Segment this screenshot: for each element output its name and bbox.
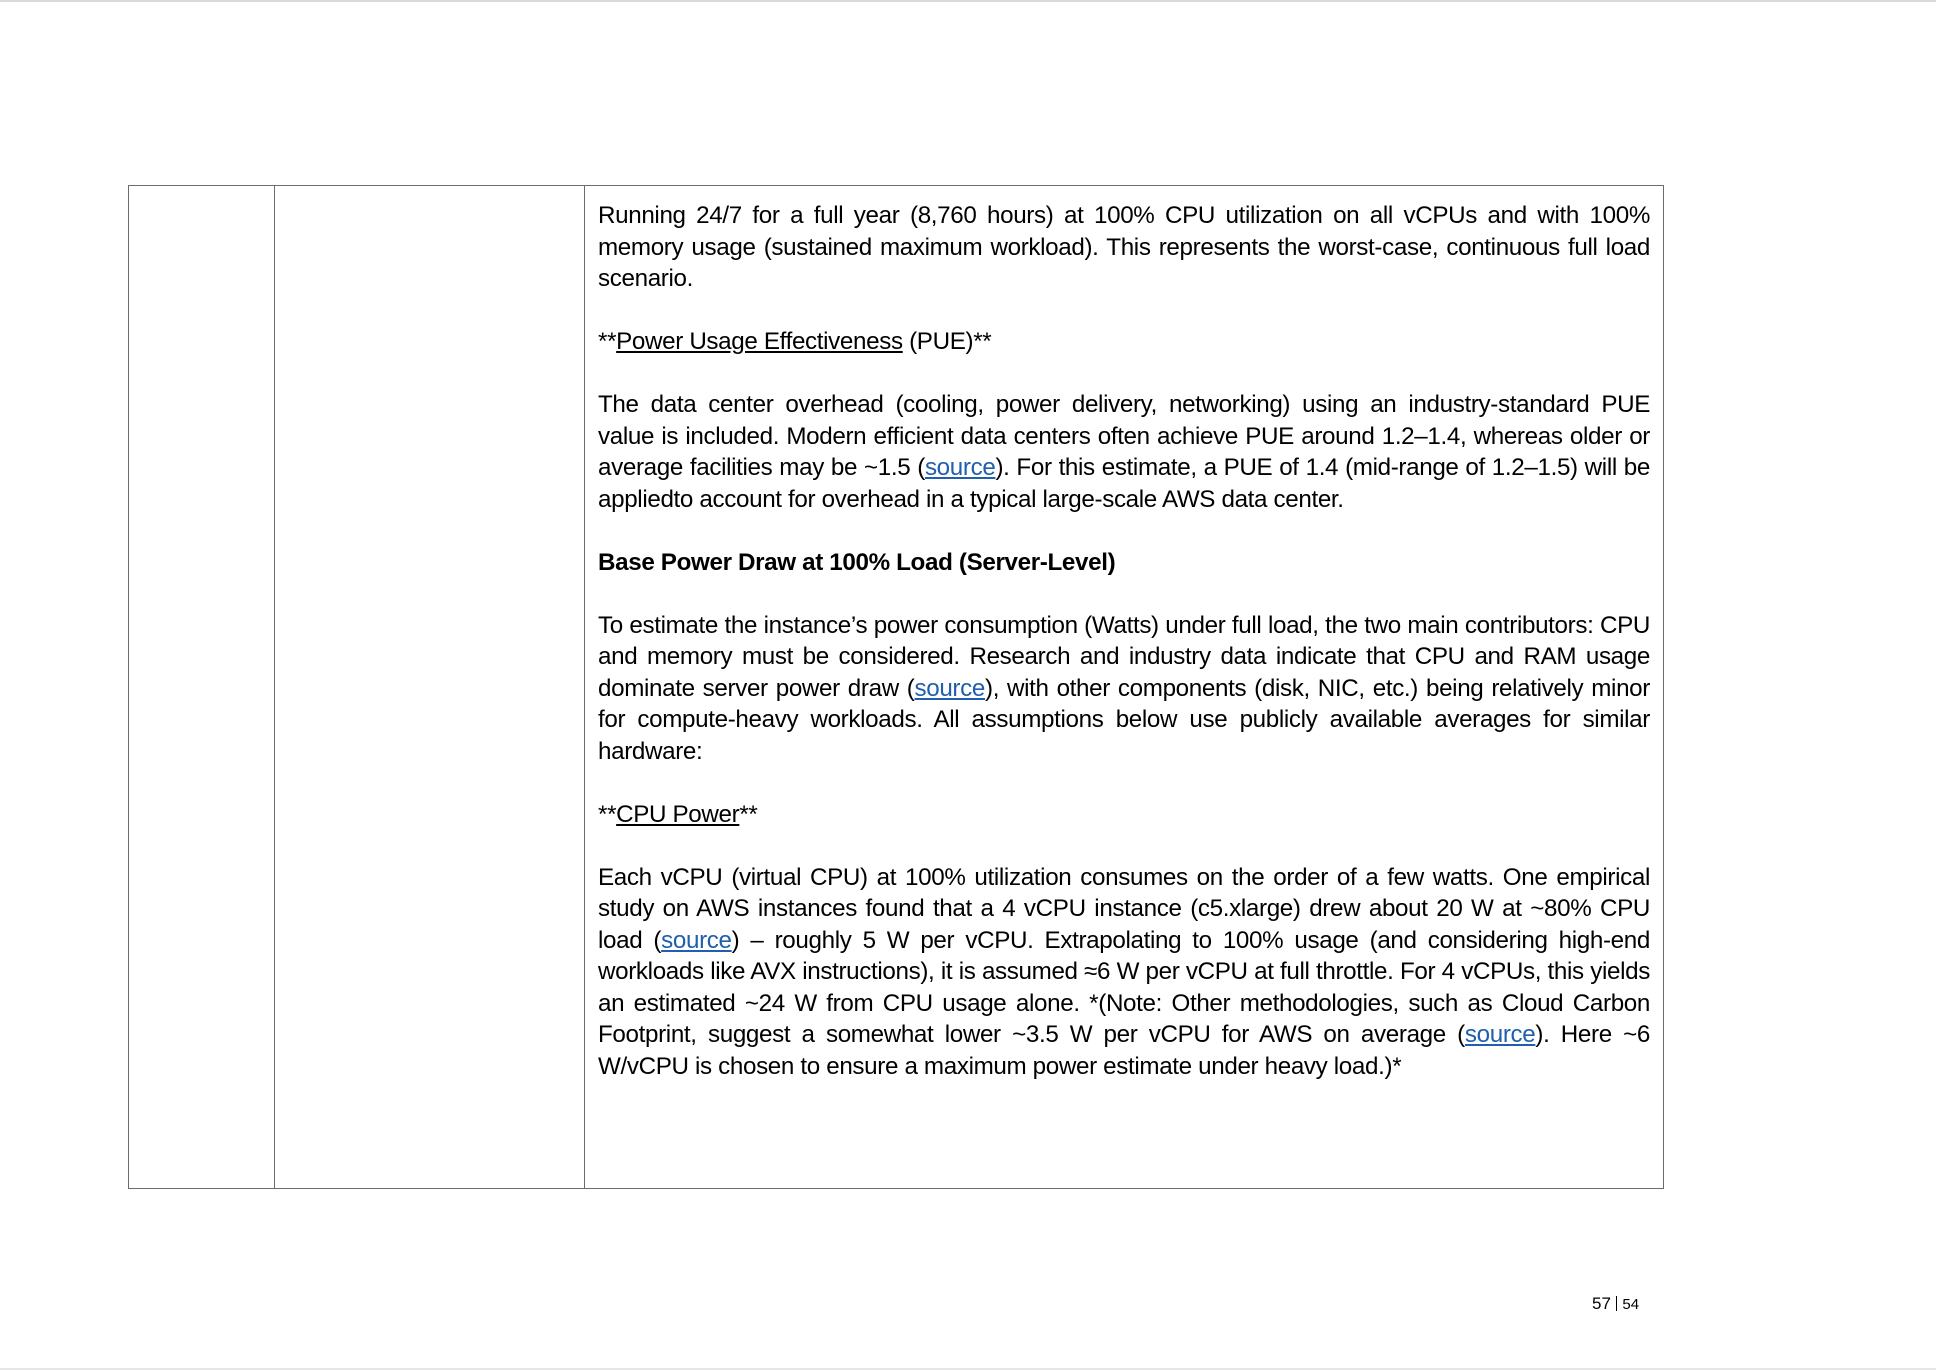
page-number-current: 57 <box>1592 1294 1611 1313</box>
cpu-heading-prefix: ** <box>598 800 617 828</box>
heading-base-power <box>598 547 1650 579</box>
cpu-text-part1: Each vCPU (virtual CPU) at 100% utilization consumes on the order of a few watts. One empirical study on AWS instances found that a 4 vCPU instance (c5.xlarge) drew about 20 W at ~80% CPU load ( <box>598 863 1650 954</box>
base-power-text-after: ), with other components (disk, NIC, etc.) being relatively minor for compute-heavy workloads. All assumptions below use publicly available averages for similar hardware: <box>598 674 1650 765</box>
source-link-pue[interactable]: source <box>924 454 996 481</box>
base-power-heading-text: Base Power Draw at 100% Load (Server-Level) <box>598 548 1116 576</box>
pue-text-after: ). For this estimate, a PUE of 1.4 (mid-range of 1.2–1.5) will be appliedto account for overhead in a typical large-scale AWS data center. <box>598 454 1650 513</box>
heading-pue <box>598 326 1650 358</box>
cpu-heading-suffix: ** <box>739 800 758 828</box>
pue-heading-suffix: (PUE)** <box>902 328 992 355</box>
source-link-base-power[interactable]: source <box>914 674 985 702</box>
heading-cpu-power <box>598 799 1650 831</box>
page-number-separator <box>1616 1296 1618 1311</box>
paragraph-cpu-power <box>598 862 1650 1083</box>
pue-heading-prefix: ** <box>598 328 617 355</box>
intro-text: Running 24/7 for a full year (8,760 hours) at 100% CPU utilization on all vCPUs and with 100% memory usage (sustained maximum workload). This represents the worst-case, continuous full load scenario. <box>598 202 1650 292</box>
table-cell-content <box>585 186 1664 1189</box>
cpu-heading-underlined: CPU Power <box>616 800 740 828</box>
paragraph-base-power <box>598 610 1650 768</box>
pue-heading-underlined: Power Usage Effectiveness <box>616 328 903 355</box>
table-cell-empty-2 <box>275 186 585 1189</box>
source-link-ccf[interactable]: source <box>1464 1021 1536 1048</box>
table-cell-empty-1 <box>129 186 275 1189</box>
cpu-text-part3: ). Here ~6 W/vCPU is chosen to ensure a maximum power estimate under heavy load.)* <box>598 1021 1651 1080</box>
paragraph-intro <box>598 200 1650 295</box>
base-power-text-before: To estimate the instance’s power consumption (Watts) under full load, the two main contributors: CPU and memory must be considered. Research and industry data indicate that CPU and RAM usage dominate server power draw ( <box>598 611 1650 702</box>
table-row <box>129 186 1664 1189</box>
page-number-total: 54 <box>1622 1296 1640 1313</box>
cell-text-block <box>585 186 1663 1082</box>
content-table <box>128 185 1664 1189</box>
paragraph-pue <box>598 389 1650 515</box>
cpu-text-part2: ) – roughly 5 W per vCPU. Extrapolating to 100% usage (and considering high-end workloads like AVX instructions), it is assumed ≈6 W per vCPU at full throttle. For 4 vCPUs, this yields an estimated ~24 W from CPU usage alone. *(Note: Other methodologies, such as Cloud Carbon Footprint, suggest a somewhat lower ~3.5 W per vCPU for AWS on average ( <box>598 926 1650 1048</box>
pue-text-before: The data center overhead (cooling, power delivery, networking) using an industry-standard PUE value is included. Modern efficient data centers often achieve PUE around 1.2–1.4, whereas older or average facilities may be ~1.5 ( <box>598 391 1650 481</box>
source-link-cpu-study[interactable]: source <box>661 926 732 954</box>
page-number <box>1592 1293 1639 1316</box>
